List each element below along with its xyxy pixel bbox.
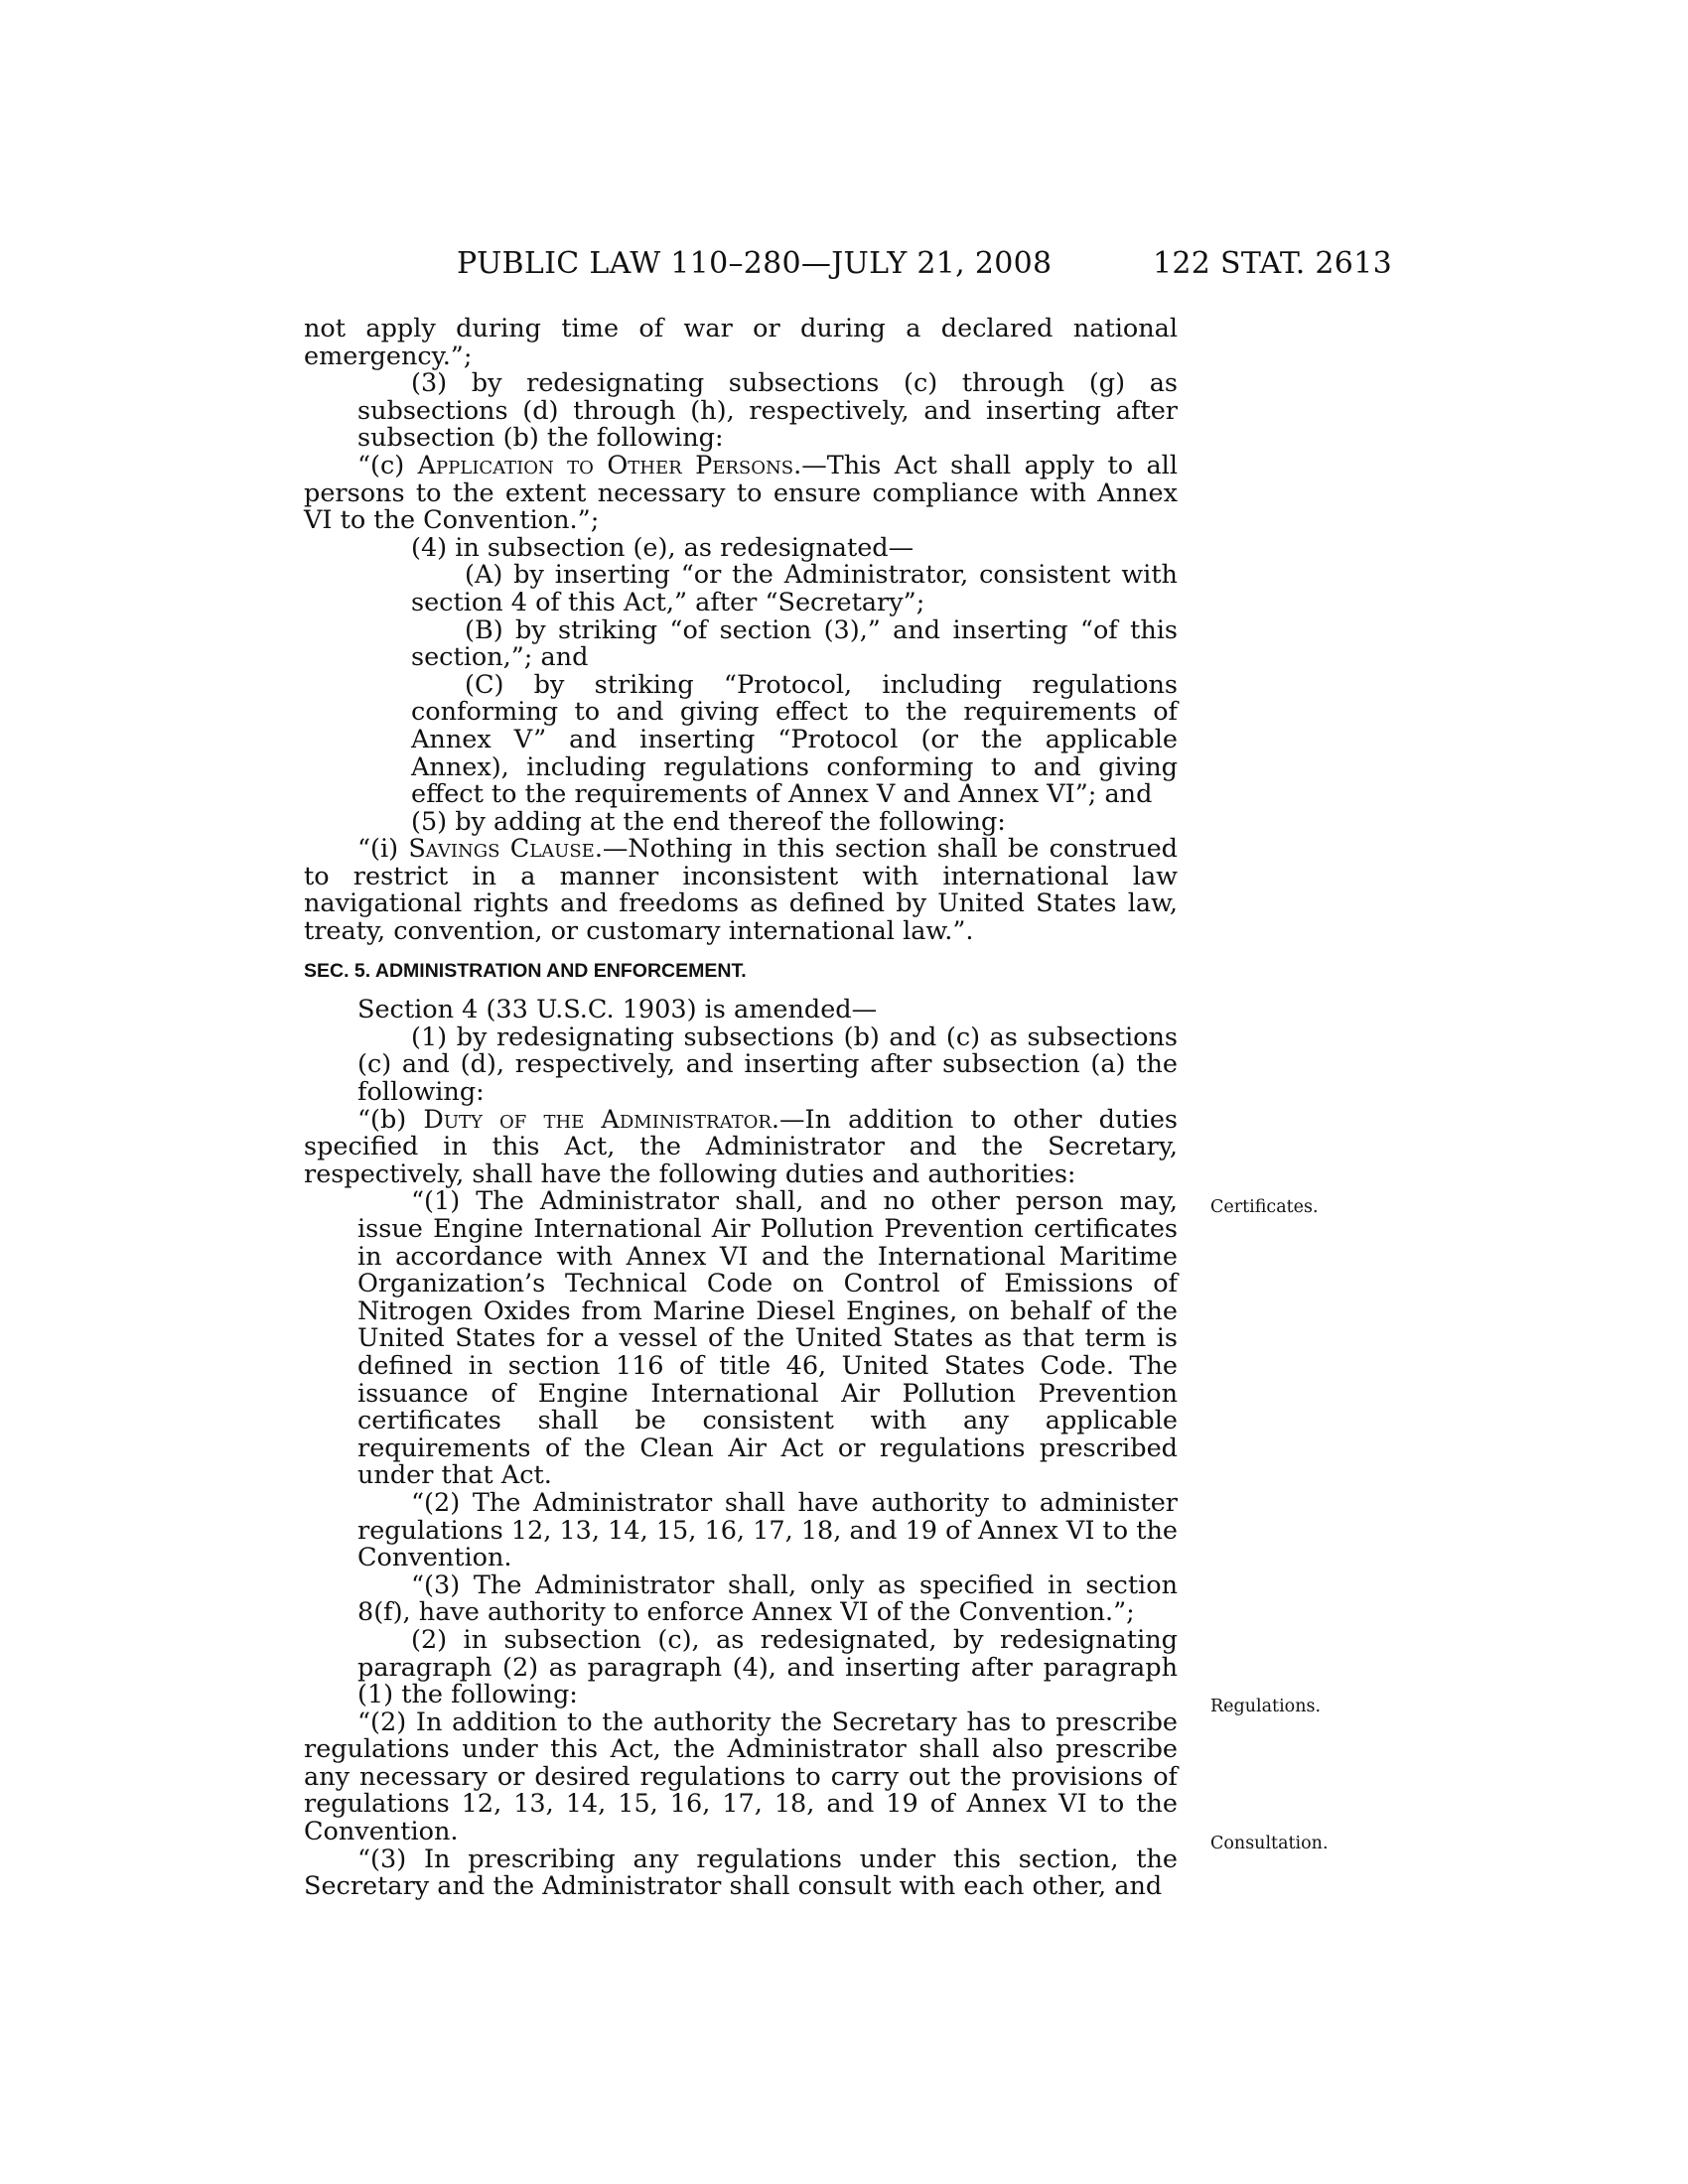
paragraph: (1) by redesignating subsections (b) and (c) as subsections (c) and (d), respectively, and inserting after subsection (a) the following: xyxy=(357,1022,1178,1108)
paragraph: Section 4 (33 U.S.C. 1903) is amended— xyxy=(357,995,878,1025)
paragraph: “(3) The Administrator shall, only as specified in section 8(f), have authority to enforce Annex VI of the Convention.”; xyxy=(357,1570,1178,1628)
paragraph: (C) by striking “Protocol, including regulations conforming to and giving effect to the requirements of Annex V” and inserting “Protocol (or the applicable Annex), including regulations conforming to and giving effect to the requirements of Annex V and Annex VI”; and xyxy=(411,669,1178,810)
subsection-text: .—Nothing in this section shall be construed to restrict in a manner inconsistent with international law navigational rights and freedoms as defined by United States law, treaty, convention, or customary international law.”. xyxy=(304,834,1178,947)
subsection-open: “(b) xyxy=(357,1104,424,1135)
paragraph: “(1) The Administrator shall, and no other person may, issue Engine International Air Pollution Prevention certificates in accordance with Annex VI and the International Maritime Organization’s Technical Code on Control of Emissions of Nitrogen Oxides from Marine Diesel Engines, on behalf of the United States for a vessel of the United States as that term is defined in section 116 of title 46, United States Code. The issuance of Engine International Air Pollution Prevention certificates shall be consistent with any applicable requirements of the Clean Air Act or regulations prescribed under that Act. xyxy=(357,1186,1178,1491)
paragraph: (3) by redesignating subsections (c) through (g) as subsections (d) through (h), respectively, and inserting after subsection (b) the following: xyxy=(357,368,1178,454)
paragraph xyxy=(304,450,1178,536)
section-heading: SEC. 5. ADMINISTRATION AND ENFORCEMENT. xyxy=(304,959,747,982)
subsection-text: .—In addition to other duties specified in this Act, the Administrator and the Secretary, respectively, shall have the following duties and authorities: xyxy=(304,1104,1178,1189)
subsection-heading: Duty of the Administrator xyxy=(423,1104,772,1135)
paragraph: (5) by adding at the end thereof the following: xyxy=(411,806,1006,837)
margin-note-certificates: Certificates. xyxy=(1210,1197,1319,1217)
paragraph: (A) by inserting “or the Administrator, consistent with section 4 of this Act,” after “Secretary”; xyxy=(411,560,1178,617)
paragraph: “(2) In addition to the authority the Secretary has to prescribe regulations under this Act, the Administrator shall also prescribe any necessary or desired regulations to carry out the provisions of regulations 12, 13, 14, 15, 16, 17, 18, and 19 of Annex VI to the Convention. xyxy=(304,1706,1178,1847)
paragraph: “(2) The Administrator shall have authority to administer regulations 12, 13, 14, 15, 16, 17, 18, and 19 of Annex VI to the Convention. xyxy=(357,1487,1178,1573)
document-body xyxy=(304,316,1178,1901)
paragraph xyxy=(304,1104,1178,1189)
subsection-heading: Savings Clause xyxy=(408,834,595,865)
page-header-title: PUBLIC LAW 110–280—JULY 21, 2008 xyxy=(457,246,1053,281)
margin-note-regulations: Regulations. xyxy=(1210,1697,1322,1716)
paragraph: “(3) In prescribing any regulations under this section, the Secretary and the Administrator shall consult with each other, and xyxy=(304,1843,1178,1902)
paragraph: (4) in subsection (e), as redesignated— xyxy=(411,532,914,563)
subsection-open: “(i) xyxy=(357,834,409,865)
paragraph xyxy=(304,836,1178,945)
paragraph: (2) in subsection (c), as redesignated, by redesignating paragraph (2) as paragraph (4), and inserting after paragraph (1) the following: xyxy=(357,1624,1178,1710)
paragraph: (B) by striking “of section (3),” and inserting “of this section,”; and xyxy=(411,614,1178,673)
paragraph: not apply during time of war or during a declared national emergency.”; xyxy=(304,314,1178,371)
page-header-stat: 122 STAT. 2613 xyxy=(1153,246,1392,281)
subsection-heading: Application to Other Persons xyxy=(417,450,794,480)
subsection-open: “(c) xyxy=(357,450,418,480)
margin-note-consultation: Consultation. xyxy=(1210,1834,1329,1853)
subsection-text: .—This Act shall apply to all persons to the extent necessary to ensure compliance with Annex VI to the Convention.”; xyxy=(304,450,1178,536)
